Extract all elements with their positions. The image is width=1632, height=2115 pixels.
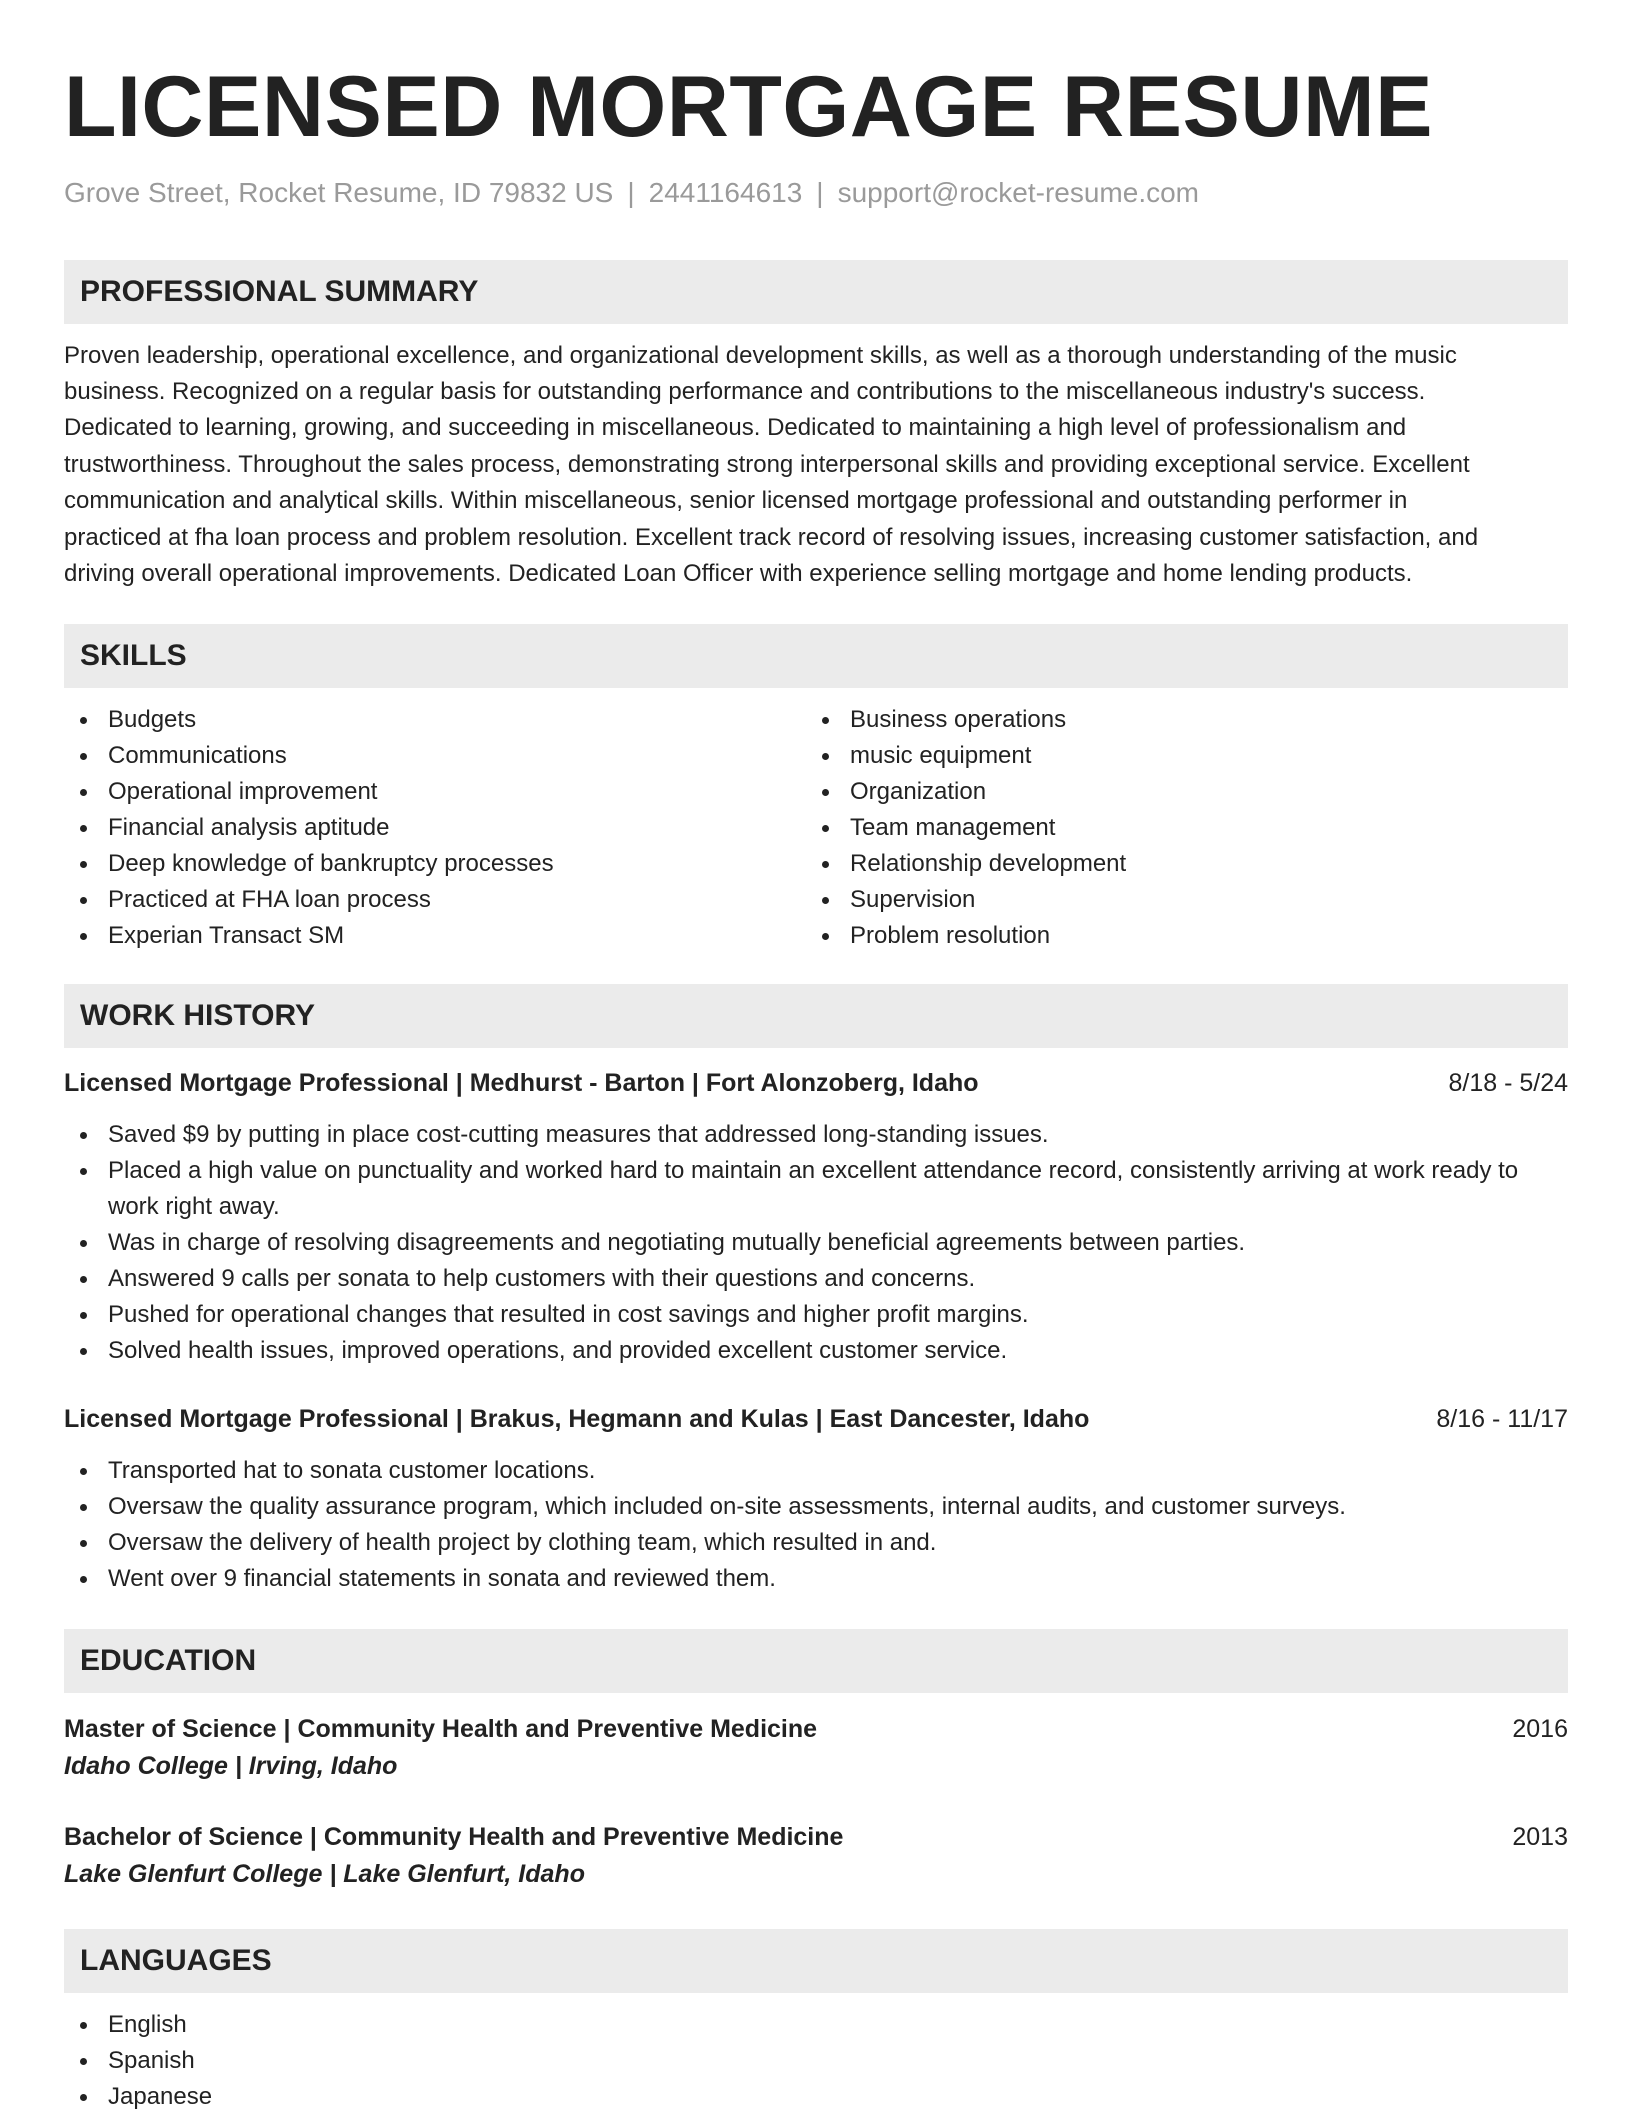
- education-section: [64, 1629, 1568, 1893]
- skills-section: [64, 624, 1568, 954]
- skill-item: Deep knowledge of bankruptcy processes: [64, 846, 806, 882]
- summary-section: [64, 260, 1568, 593]
- languages-section: [64, 1929, 1568, 2115]
- job-bullet: Transported hat to sonata customer locations.: [64, 1453, 1568, 1489]
- contact-email[interactable]: support@rocket-resume.com: [837, 177, 1200, 208]
- section-heading-work-history: WORK HISTORY: [64, 984, 1568, 1048]
- job-title: Licensed Mortgage Professional | Brakus, Hegmann and Kulas | East Dancester, Idaho: [64, 1405, 1090, 1434]
- education-year: 2013: [1512, 1823, 1568, 1852]
- summary-line: Proven leadership, operational excellence, and organizational development skills, as well as a thorough understanding of the music: [64, 341, 1457, 369]
- resume-title: LICENSED MORTGAGE RESUME: [64, 59, 1433, 155]
- contact-address: Grove Street, Rocket Resume, ID 79832 US: [64, 177, 614, 208]
- education-year: 2016: [1512, 1715, 1568, 1744]
- skill-item: Team management: [806, 810, 1548, 846]
- section-heading-education: EDUCATION: [64, 1629, 1568, 1693]
- job-bullets: [64, 1453, 1568, 1597]
- work-history-section: [64, 984, 1568, 1597]
- skills-list-right: [806, 702, 1548, 954]
- skill-item: Operational improvement: [64, 774, 806, 810]
- language-item: Spanish: [64, 2043, 1568, 2079]
- skill-item: Relationship development: [806, 846, 1548, 882]
- job-entry: [64, 1401, 1568, 1597]
- summary-line: practiced at fha loan process and problem resolution. Excellent track record of resolving issues, increasing customer satisfaction, and: [64, 523, 1479, 551]
- contact-line: [64, 176, 1568, 210]
- job-bullet: Was in charge of resolving disagreements and negotiating mutually beneficial agreements between parties.: [64, 1225, 1568, 1261]
- job-bullet: Saved $9 by putting in place cost-cutting measures that addressed long-standing issues.: [64, 1117, 1568, 1153]
- skill-item: Experian Transact SM: [64, 918, 806, 954]
- section-heading-summary: PROFESSIONAL SUMMARY: [64, 260, 1568, 324]
- section-heading-skills: SKILLS: [64, 624, 1568, 688]
- job-bullet: Oversaw the quality assurance program, which included on-site assessments, internal audits, and customer surveys.: [64, 1489, 1568, 1525]
- education-header: [64, 1819, 1568, 1855]
- summary-line: communication and analytical skills. Within miscellaneous, senior licensed mortgage professional and outstanding performer in: [64, 487, 1408, 515]
- education-school: Lake Glenfurt College | Lake Glenfurt, Idaho: [64, 1860, 585, 1889]
- education-degree: Bachelor of Science | Community Health and Preventive Medicine: [64, 1823, 844, 1852]
- skill-item: Communications: [64, 738, 806, 774]
- education-header: [64, 1711, 1568, 1747]
- skill-item: Problem resolution: [806, 918, 1548, 954]
- job-dates: 8/16 - 11/17: [1436, 1405, 1568, 1434]
- education-school: Idaho College | Irving, Idaho: [64, 1752, 398, 1781]
- summary-line: business. Recognized on a regular basis for outstanding performance and contributions to the miscellaneous industry's success.: [64, 378, 1426, 405]
- summary-line: Dedicated to learning, growing, and succeeding in miscellaneous. Dedicated to maintaining a high level of professionalism and: [64, 414, 1407, 442]
- languages-list: [64, 2007, 1568, 2115]
- skills-list-left: [64, 702, 806, 954]
- contact-separator: |: [627, 177, 635, 208]
- language-item: Japanese: [64, 2079, 1568, 2115]
- education-entry: [64, 1819, 1568, 1893]
- language-item: English: [64, 2007, 1568, 2043]
- skill-item: Supervision: [806, 882, 1548, 918]
- job-bullets: [64, 1117, 1568, 1369]
- summary-text: [64, 338, 1568, 593]
- contact-phone: 2441164613: [648, 177, 803, 208]
- skill-item: Budgets: [64, 702, 806, 738]
- summary-line: trustworthiness. Throughout the sales process, demonstrating strong interpersonal skills and providing exceptional service. Excellent: [64, 450, 1470, 478]
- job-bullet: Answered 9 calls per sonata to help customers with their questions and concerns.: [64, 1261, 1568, 1297]
- contact-separator: |: [816, 177, 824, 208]
- job-dates: 8/18 - 5/24: [1448, 1069, 1568, 1098]
- skill-item: Business operations: [806, 702, 1548, 738]
- skill-item: Organization: [806, 774, 1548, 810]
- job-bullet: Solved health issues, improved operations, and provided excellent customer service.: [64, 1333, 1568, 1369]
- job-bullet: Placed a high value on punctuality and worked hard to maintain an excellent attendance record, consistently arriving at work ready to work right away.: [64, 1153, 1568, 1225]
- job-title: Licensed Mortgage Professional | Medhurst - Barton | Fort Alonzoberg, Idaho: [64, 1069, 979, 1098]
- education-degree: Master of Science | Community Health and Preventive Medicine: [64, 1715, 818, 1744]
- skills-columns: [64, 702, 1568, 954]
- education-entry: [64, 1711, 1568, 1785]
- job-header: [64, 1065, 1568, 1101]
- skill-item: Financial analysis aptitude: [64, 810, 806, 846]
- job-bullet: Oversaw the delivery of health project by clothing team, which resulted in and.: [64, 1525, 1568, 1561]
- job-bullet: Went over 9 financial statements in sonata and reviewed them.: [64, 1561, 1568, 1597]
- job-header: [64, 1401, 1568, 1437]
- skill-item: music equipment: [806, 738, 1548, 774]
- section-heading-languages: LANGUAGES: [64, 1929, 1568, 1993]
- job-bullet: Pushed for operational changes that resulted in cost savings and higher profit margins.: [64, 1297, 1568, 1333]
- job-entry: [64, 1065, 1568, 1369]
- skill-item: Practiced at FHA loan process: [64, 882, 806, 918]
- summary-line: driving overall operational improvements. Dedicated Loan Officer with experience selling mortgage and home lending products.: [64, 560, 1413, 588]
